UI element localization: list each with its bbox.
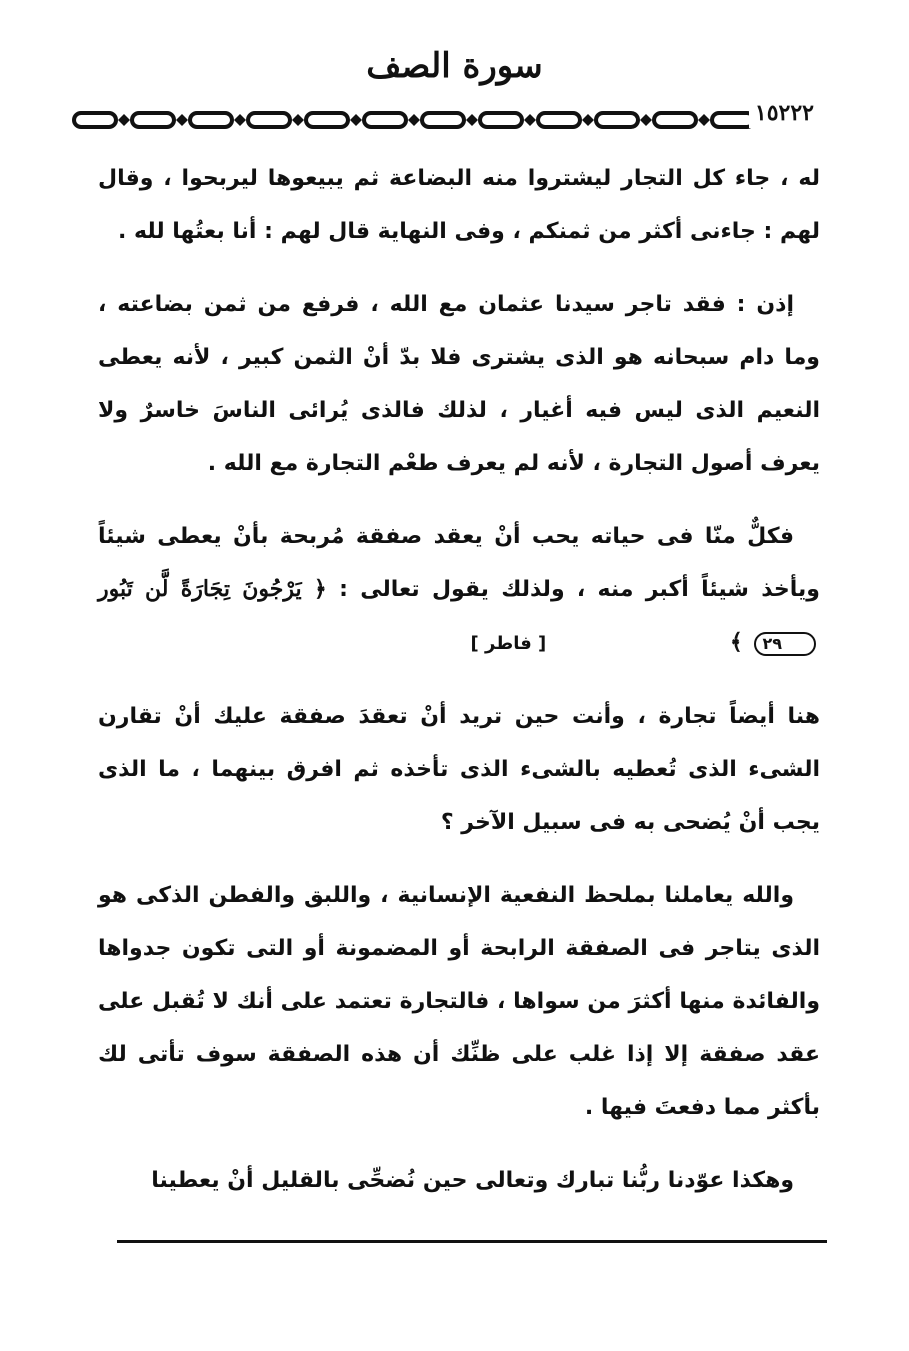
page-header-ornament — [70, 98, 830, 134]
paragraph-3-text: فكلٌّ منّا فى حياته يحب أنْ يعقد صفقة مُربحة بأنْ يعطى شيئاً ويأخذ شيئاً أكبر منه ، ولذلك يقول تعالى : — [98, 524, 820, 602]
quran-close-bracket: ﴾ — [729, 629, 743, 655]
chain-diamond — [176, 114, 188, 126]
chain-link — [596, 113, 638, 127]
surah-title: سورة الصف — [366, 46, 543, 86]
chain-diamond — [118, 114, 130, 126]
ayah-number-badge: ٢٩ — [754, 632, 816, 656]
surah-source-reference: [ فاطر ] — [470, 633, 547, 654]
chain-diamond — [292, 114, 304, 126]
footer-rule — [117, 1240, 827, 1243]
paragraph-5: والله يعاملنا بملحظ النفعية الإنسانية ، واللبق والفطن الذكى هو الذى يتاجر فى الصفقة الرابحة أو المضمونة أو التى تكون جدواها والفائدة منها أكثرَ من سواها ، فالتجارة تعتمد على أنك لا تُقبل على عقد صفقة إلا إذا غلب على ظنِّك أن هذه الصفقة سوف تأتى لك بأكثر مما دفعتَ فيها . — [98, 883, 820, 1120]
paragraph-2: إذن : فقد تاجر سيدنا عثمان مع الله ، فرفع من ثمن بضاعته ، وما دام سبحانه هو الذى يشترى فلا بدّ أنْ الثمن كبير ، لأنه يعطى النعيم الذى ليس فيه أغيار ، لذلك فالذى يُرائى الناسَ خاسرٌ ولا يعرف أصول التجارة ، لأنه لم يعرف طعْم التجارة مع الله . — [98, 292, 820, 476]
body-text — [98, 152, 820, 1227]
chain-link — [132, 113, 174, 127]
chain-diamond — [408, 114, 420, 126]
chain-diamond — [524, 114, 536, 126]
paragraph-4: هنا أيضاً تجارة ، وأنت حين تريد أنْ تعقدَ صفقة عليك أنْ تقارن الشىء الذى تُعطيه بالشىء الذى تأخذه ثم افرق بينهما ، ما الذى يجب أنْ يُضحى به فى سبيل الآخر ؟ — [98, 704, 820, 835]
chain-diamond — [350, 114, 362, 126]
chain-link — [364, 113, 406, 127]
chain-link — [538, 113, 580, 127]
chain-ornament-icon — [70, 108, 760, 134]
chain-diamond — [466, 114, 478, 126]
paragraph-6: وهكذا عوّدنا ربُّنا تبارك وتعالى حين نُضحِّى بالقليل أنْ يعطينا — [151, 1168, 794, 1193]
chain-diamond — [698, 114, 710, 126]
page-number: ١٥٢٢٢ — [749, 98, 820, 128]
paragraph-3 — [98, 510, 820, 670]
chain-diamond — [640, 114, 652, 126]
chain-link — [190, 113, 232, 127]
chain-diamond — [582, 114, 594, 126]
chain-link — [248, 113, 290, 127]
chain-diamond — [234, 114, 246, 126]
chain-link — [422, 113, 464, 127]
chain-link — [712, 113, 754, 127]
paragraph-1: له ، جاء كل التجار ليشتروا منه البضاعة ثم يبيعوها ليربحوا ، وقال لهم : جاءنى أكثر من ثمنكم ، وفى النهاية قال لهم : أنا بعتُها لله . — [98, 166, 820, 244]
chain-link — [74, 113, 116, 127]
chain-link — [480, 113, 522, 127]
chain-link — [306, 113, 348, 127]
quran-verse: ﴿ يَرْجُونَ تِجَارَةً لَّن تَبُور — [98, 576, 327, 602]
chain-link — [654, 113, 696, 127]
